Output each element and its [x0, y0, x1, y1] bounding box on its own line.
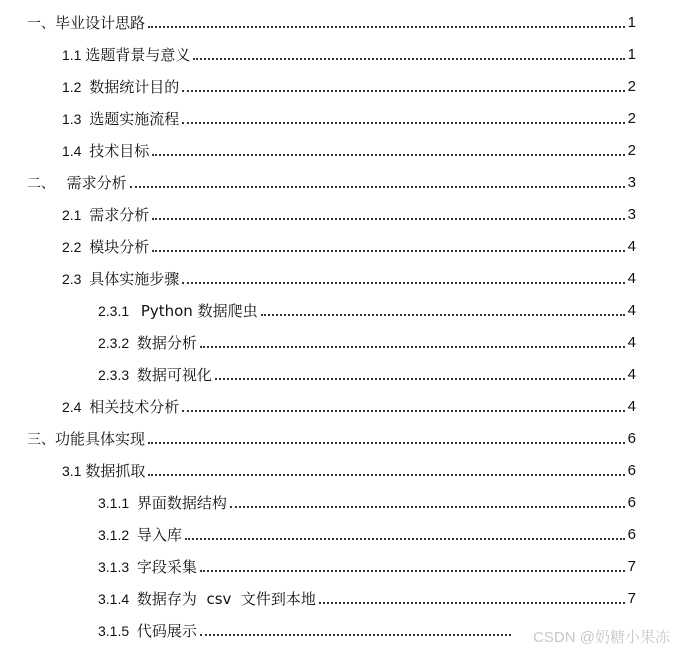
toc-entry-page: 4 [627, 238, 636, 255]
toc-entry-title: 技术目标 [89, 142, 150, 160]
dot-leader [148, 474, 624, 476]
dot-leader [130, 186, 625, 188]
toc-entry-title: 字段采集 [136, 558, 197, 576]
toc-entry-number: 三、 [27, 431, 55, 447]
toc-entry-2-4[interactable] [62, 392, 636, 416]
toc-entry-number: 2.3.3 [98, 367, 137, 383]
toc-entry-title: 代码展示 [136, 622, 197, 640]
dot-leader [148, 26, 625, 28]
toc-entry-number: 1.3 [62, 111, 90, 127]
toc-entry-page: 7 [627, 558, 636, 575]
dot-leader [215, 378, 625, 380]
toc-entry-page: 2 [627, 78, 636, 95]
dot-leader [193, 58, 624, 60]
toc-entry-number: 3.1.2 [98, 527, 137, 543]
dot-leader [200, 346, 625, 348]
dot-leader [152, 250, 624, 252]
toc-entry-title: 数据分析 [136, 334, 197, 352]
toc-entry-page: 4 [627, 366, 636, 383]
toc-entry-number: 二、 [27, 175, 67, 191]
toc-entry-number: 3.1.4 [98, 591, 137, 607]
dot-leader [185, 538, 625, 540]
dot-leader [200, 634, 511, 636]
toc-entry-number: 3.1 [62, 463, 86, 479]
toc-entry-page: 7 [627, 590, 636, 607]
toc-entry-page: 4 [627, 302, 636, 319]
dot-leader [230, 506, 625, 508]
toc-entry-1-1[interactable] [62, 40, 636, 64]
toc-entry-2-2[interactable] [62, 232, 636, 256]
toc-entry-page: 6 [627, 430, 636, 447]
toc-entry-2-1[interactable] [62, 200, 636, 224]
toc-entry-number: 2.2 [62, 239, 90, 255]
toc-entry-number: 3.1.3 [98, 559, 137, 575]
toc-entry-3-1-2[interactable] [98, 520, 636, 544]
toc-entry-number: 1.1 [62, 47, 86, 63]
dot-leader [152, 154, 624, 156]
toc-entry-title: 具体实施步骤 [89, 270, 180, 288]
toc-entry-page: 4 [627, 334, 636, 351]
toc-entry-title: 需求分析 [89, 206, 150, 224]
dot-leader [182, 122, 624, 124]
toc-entry-number: 1.4 [62, 143, 90, 159]
toc-entry-title: 选题实施流程 [89, 110, 180, 128]
toc-entry-1-3[interactable] [62, 104, 636, 128]
dot-leader [148, 442, 625, 444]
toc-entry-number: 2.3.2 [98, 335, 137, 351]
toc-entry-number: 2.3.1 [98, 303, 141, 319]
toc-entry-2-3[interactable] [62, 264, 636, 288]
toc-entry-page: 2 [627, 110, 636, 127]
dot-leader [182, 282, 624, 284]
dot-leader [182, 90, 624, 92]
dot-leader [182, 410, 624, 412]
toc-entry-3-1-1[interactable] [98, 488, 636, 512]
toc-entry-title: 相关技术分析 [89, 398, 180, 416]
toc-entry-2-3-2[interactable] [98, 328, 636, 352]
toc-entry-title: 选题背景与意义 [85, 46, 191, 64]
toc-entry-2-3-3[interactable] [98, 360, 636, 384]
toc-entry-number: 2.1 [62, 207, 90, 223]
toc-entry-number: 3.1.1 [98, 495, 137, 511]
toc-entry-1[interactable] [27, 8, 636, 32]
toc-entry-page: 6 [627, 494, 636, 511]
toc-entry-title: 导入库 [136, 526, 182, 544]
toc-entry-title: 数据统计目的 [89, 78, 180, 96]
watermark: CSDN @奶糖小果冻 [533, 629, 670, 646]
toc-entry-3[interactable] [27, 424, 636, 448]
toc-entry-title: 界面数据结构 [136, 494, 227, 512]
toc-entry-title: 数据存为 csv 文件到本地 [136, 590, 316, 608]
toc-entry-title: Python 数据爬虫 [140, 302, 258, 320]
toc-entry-page: 4 [627, 270, 636, 287]
toc-entry-title: 模块分析 [89, 238, 150, 256]
toc-entry-page: 2 [627, 142, 636, 159]
toc-entry-2[interactable] [27, 168, 636, 192]
toc-entry-1-4[interactable] [62, 136, 636, 160]
dot-leader [261, 314, 625, 316]
dot-leader [200, 570, 625, 572]
toc-entry-number: 1.2 [62, 79, 90, 95]
toc-entry-page: 3 [627, 206, 636, 223]
toc-entry-title: 需求分析 [66, 174, 127, 192]
toc-entry-title: 数据抓取 [85, 462, 146, 480]
toc-entry-number: 2.4 [62, 399, 90, 415]
toc-entry-title: 毕业设计思路 [55, 14, 146, 32]
toc-entry-3-1-5[interactable] [98, 616, 514, 640]
toc-entry-3-1-4[interactable] [98, 584, 636, 608]
toc-entry-page: 6 [627, 462, 636, 479]
toc-entry-number: 2.3 [62, 271, 90, 287]
toc-entry-number: 一、 [27, 15, 55, 31]
toc-entry-page: 6 [627, 526, 636, 543]
dot-leader [152, 218, 624, 220]
toc-entry-page: 1 [627, 46, 636, 63]
toc-entry-page: 3 [627, 174, 636, 191]
toc-entry-page: 1 [627, 14, 636, 31]
toc-entry-3-1[interactable] [62, 456, 636, 480]
toc-entry-title: 功能具体实现 [55, 430, 146, 448]
toc-entry-3-1-3[interactable] [98, 552, 636, 576]
toc-entry-number: 3.1.5 [98, 623, 137, 639]
dot-leader [319, 602, 625, 604]
toc-entry-title: 数据可视化 [136, 366, 212, 384]
toc-entry-1-2[interactable] [62, 72, 636, 96]
toc-entry-2-3-1[interactable] [98, 296, 636, 320]
toc-entry-page: 4 [627, 398, 636, 415]
